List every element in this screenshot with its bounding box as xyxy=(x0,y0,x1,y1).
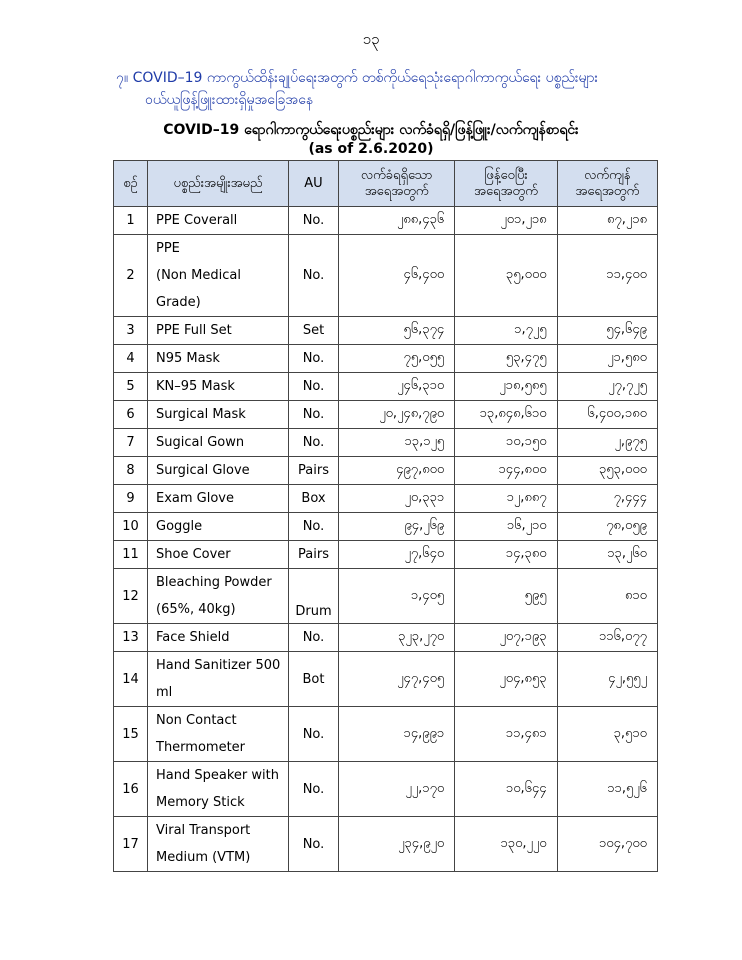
row-balance: ၃၅၃,၀၀၀ xyxy=(557,457,657,485)
row-item-name: Face Shield xyxy=(148,624,289,652)
row-distributed: ၁၀,၆၄၄ xyxy=(455,762,557,817)
row-balance: ၄၂,၅၅၂ xyxy=(557,652,657,707)
row-item-name: Goggle xyxy=(148,513,289,541)
row-balance: ၆,၄၀၀,၁၈၀ xyxy=(557,401,657,429)
row-distributed: ၃၅,၀၀၀ xyxy=(455,235,557,317)
table-row xyxy=(114,429,658,457)
table-row xyxy=(114,513,658,541)
row-received: ၂၄၇,၄၀၅ xyxy=(339,652,455,707)
row-no: 10 xyxy=(114,513,148,541)
row-au: No. xyxy=(289,624,339,652)
table-row xyxy=(114,457,658,485)
row-balance: ၁၁,၄၀၀ xyxy=(557,235,657,317)
row-item-name: Shoe Cover xyxy=(148,541,289,569)
table-header-row xyxy=(114,161,658,207)
row-au: Box xyxy=(289,485,339,513)
row-distributed: ၁၄၄,၈၀၀ xyxy=(455,457,557,485)
row-no: 7 xyxy=(114,429,148,457)
table-row xyxy=(114,569,658,624)
row-no: 17 xyxy=(114,817,148,872)
row-item-name: Surgical Mask xyxy=(148,401,289,429)
section-heading-line-1: ၇။ COVID–19 ကာကွယ်ထိန်းချုပ်ရေးအတွက် တစ်ကိုယ်ရေသုံးရောဂါကာကွယ်ရေး ပစ္စည်းများ xyxy=(116,70,599,86)
table-body xyxy=(114,207,658,872)
page-number: ၁၃ xyxy=(362,30,380,48)
row-item-name: Viral Transport Medium (VTM) xyxy=(148,817,289,872)
column-header-no: စဉ် xyxy=(114,161,148,207)
row-au: No. xyxy=(289,429,339,457)
row-no: 13 xyxy=(114,624,148,652)
row-item-name: Exam Glove xyxy=(148,485,289,513)
row-received: ၂၀,၃၃၁ xyxy=(339,485,455,513)
column-header-au: AU xyxy=(289,161,339,207)
row-balance: ၂,၉၇၅ xyxy=(557,429,657,457)
row-received: ၃၂၃,၂၇၀ xyxy=(339,624,455,652)
table-title: COVID–19 ရောဂါကာကွယ်ရေးပစ္စည်းများ လက်ခံရရှိ/ဖြန့်ဖြူး/လက်ကျန်စာရင်း xyxy=(163,122,579,138)
row-distributed: ၁၀,၁၅၀ xyxy=(455,429,557,457)
column-header-balance: လက်ကျန် အရေအတွက် xyxy=(557,161,657,207)
row-no: 4 xyxy=(114,345,148,373)
row-distributed: ၂၀၄,၈၅၃ xyxy=(455,652,557,707)
row-no: 5 xyxy=(114,373,148,401)
row-au: No. xyxy=(289,401,339,429)
row-balance: ၈၇,၂၁၈ xyxy=(557,207,657,235)
row-no: 12 xyxy=(114,569,148,624)
row-balance: ၇၈,၀၅၉ xyxy=(557,513,657,541)
table-row xyxy=(114,817,658,872)
table-row xyxy=(114,345,658,373)
row-no: 1 xyxy=(114,207,148,235)
table-row xyxy=(114,624,658,652)
row-item-name: PPE Full Set xyxy=(148,317,289,345)
row-distributed: ၅၃,၄၇၅ xyxy=(455,345,557,373)
row-balance: ၁၃,၂၆၀ xyxy=(557,541,657,569)
row-no: 15 xyxy=(114,707,148,762)
row-balance: ၇,၄၄၄ xyxy=(557,485,657,513)
row-no: 8 xyxy=(114,457,148,485)
row-au: No. xyxy=(289,373,339,401)
row-received: ၂၄၆,၃၁၀ xyxy=(339,373,455,401)
table-row xyxy=(114,317,658,345)
row-au: No. xyxy=(289,762,339,817)
row-au: Pairs xyxy=(289,541,339,569)
row-distributed: ၁၄,၃၈၀ xyxy=(455,541,557,569)
row-distributed: ၅၉၅ xyxy=(455,569,557,624)
row-item-name: N95 Mask xyxy=(148,345,289,373)
table-date: (as of 2.6.2020) xyxy=(308,141,434,157)
row-received: ၂၃၄,၉၂၀ xyxy=(339,817,455,872)
column-header-item: ပစ္စည်းအမျိုးအမည် xyxy=(148,161,289,207)
row-received: ၇၅,၀၅၅ xyxy=(339,345,455,373)
row-balance: ၅၄,၆၄၉ xyxy=(557,317,657,345)
row-balance: ၁၁,၅၂၆ xyxy=(557,762,657,817)
row-distributed: ၁၃၀,၂၂၀ xyxy=(455,817,557,872)
row-distributed: ၁,၇၂၅ xyxy=(455,317,557,345)
row-distributed: ၁၁,၄၈၁ xyxy=(455,707,557,762)
table-row xyxy=(114,235,658,317)
row-au: No. xyxy=(289,345,339,373)
row-au: Drum xyxy=(289,569,339,624)
row-received: ၁၃,၁၂၅ xyxy=(339,429,455,457)
row-no: 14 xyxy=(114,652,148,707)
table-row xyxy=(114,373,658,401)
row-received: ၉၄,၂၆၉ xyxy=(339,513,455,541)
table-row xyxy=(114,485,658,513)
row-au: No. xyxy=(289,707,339,762)
row-balance: ၂၁,၅၈၀ xyxy=(557,345,657,373)
row-distributed: ၁၃,၈၄၈,၆၁၀ xyxy=(455,401,557,429)
row-no: 6 xyxy=(114,401,148,429)
row-balance: ၃,၅၁၀ xyxy=(557,707,657,762)
row-au: Set xyxy=(289,317,339,345)
table-row xyxy=(114,207,658,235)
row-balance: ၂၇,၇၂၅ xyxy=(557,373,657,401)
row-item-name: Non Contact Thermometer xyxy=(148,707,289,762)
row-au: No. xyxy=(289,817,339,872)
row-received: ၂၂,၁၇၀ xyxy=(339,762,455,817)
row-no: 16 xyxy=(114,762,148,817)
row-received: ၂၇,၆၄၀ xyxy=(339,541,455,569)
column-header-received: လက်ခံရရှိသော အရေအတွက် xyxy=(339,161,455,207)
row-distributed: ၂၀၇,၁၉၃ xyxy=(455,624,557,652)
row-au: No. xyxy=(289,513,339,541)
row-item-name: Hand Speaker with Memory Stick xyxy=(148,762,289,817)
column-header-distributed: ဖြန့်ဝေပြီး အရေအတွက် xyxy=(455,161,557,207)
row-received: ၂၀,၂၄၈,၇၉၀ xyxy=(339,401,455,429)
section-heading-line-2: ဝယ်ယူဖြန့်ဖြူးထားရှိမှုအခြေအနေ xyxy=(145,92,314,108)
table-row xyxy=(114,401,658,429)
row-item-name: Hand Sanitizer 500 ml xyxy=(148,652,289,707)
inventory-table xyxy=(113,160,658,872)
row-au: No. xyxy=(289,207,339,235)
row-no: 9 xyxy=(114,485,148,513)
row-au: No. xyxy=(289,235,339,317)
row-distributed: ၁၂,၈၈၇ xyxy=(455,485,557,513)
row-distributed: ၂၁၈,၅၈၅ xyxy=(455,373,557,401)
row-received: ၅၆,၃၇၄ xyxy=(339,317,455,345)
row-item-name: PPE (Non Medical Grade) xyxy=(148,235,289,317)
table-row xyxy=(114,652,658,707)
row-no: 11 xyxy=(114,541,148,569)
row-no: 3 xyxy=(114,317,148,345)
row-item-name: Bleaching Powder (65%, 40kg) xyxy=(148,569,289,624)
row-distributed: ၂၀၁,၂၁၈ xyxy=(455,207,557,235)
row-received: ၁၄,၉၉၁ xyxy=(339,707,455,762)
row-au: Bot xyxy=(289,652,339,707)
row-no: 2 xyxy=(114,235,148,317)
row-item-name: KN–95 Mask xyxy=(148,373,289,401)
row-au: Pairs xyxy=(289,457,339,485)
row-balance: ၁၀၄,၇၀၀ xyxy=(557,817,657,872)
table-row xyxy=(114,707,658,762)
row-received: ၄၆,၄၀၀ xyxy=(339,235,455,317)
row-item-name: PPE Coverall xyxy=(148,207,289,235)
row-distributed: ၁၆,၂၁၀ xyxy=(455,513,557,541)
table-row xyxy=(114,541,658,569)
row-balance: ၁၁၆,၀၇၇ xyxy=(557,624,657,652)
row-received: ၁,၄၀၅ xyxy=(339,569,455,624)
row-item-name: Surgical Glove xyxy=(148,457,289,485)
row-received: ၂၈၈,၄၃၆ xyxy=(339,207,455,235)
row-received: ၄၉၇,၈၀၀ xyxy=(339,457,455,485)
row-balance: ၈၁၀ xyxy=(557,569,657,624)
table-row xyxy=(114,762,658,817)
row-item-name: Sugical Gown xyxy=(148,429,289,457)
